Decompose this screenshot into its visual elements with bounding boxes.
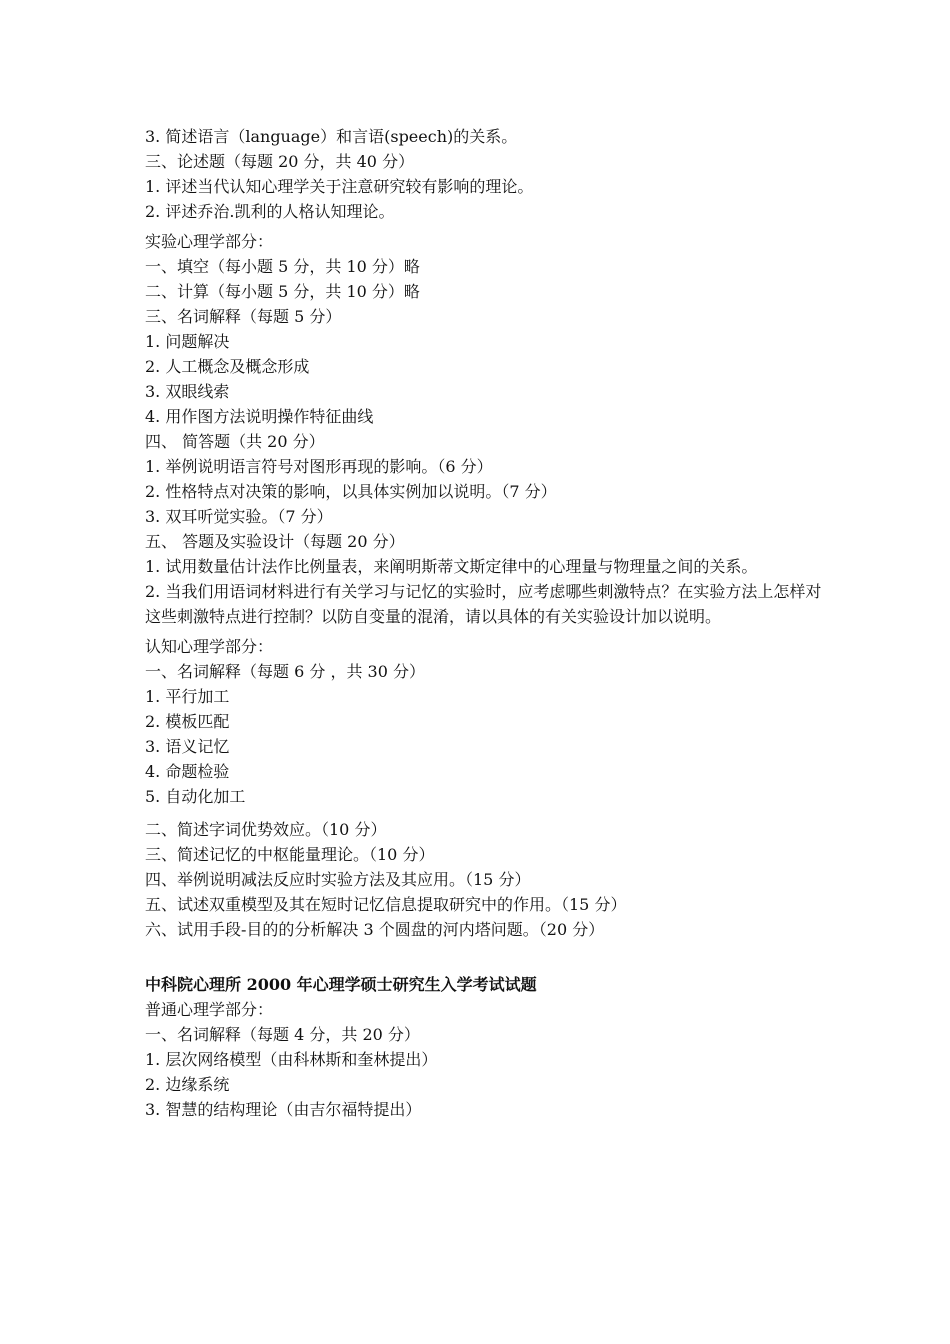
part-heading: 认知心理学部分： xyxy=(145,637,274,656)
text-line: 1. 问题解决 xyxy=(145,332,230,351)
text-line: 3. 语义记忆 xyxy=(145,737,230,756)
section-heading: 一、填空（每小题 5 分，共 10 分）略 xyxy=(145,257,420,276)
text-line: 3. 智慧的结构理论（由吉尔福特提出） xyxy=(145,1100,422,1119)
text-line: 2. 边缘系统 xyxy=(145,1075,230,1094)
section-heading: 四、 简答题（共 20 分） xyxy=(145,432,325,451)
text-line: 2. 人工概念及概念形成 xyxy=(145,357,310,376)
section-heading: 二、计算（每小题 5 分，共 10 分）略 xyxy=(145,282,420,301)
text-paragraph: 2. 当我们用语词材料进行有关学习与记忆的实验时，应考虑哪些刺激特点？在实验方法上怎样对这些刺激特点进行控制？以防自变量的混淆，请以具体的有关实验设计加以说明。 xyxy=(145,582,822,626)
section-heading: 二、简述字词优势效应。（10 分） xyxy=(145,820,387,839)
text-line: 2. 性格特点对决策的影响，以具体实例加以说明。（7 分） xyxy=(145,482,557,501)
text-line: 3. 双眼线索 xyxy=(145,382,230,401)
section-heading: 五、试述双重模型及其在短时记忆信息提取研究中的作用。（15 分） xyxy=(145,895,627,914)
section-heading: 一、名词解释（每题 6 分 ，共 30 分） xyxy=(145,662,425,681)
text-line: 1. 评述当代认知心理学关于注意研究较有影响的理论。 xyxy=(145,177,534,196)
text-line: 5. 自动化加工 xyxy=(145,787,246,806)
section-heading: 四、举例说明减法反应时实验方法及其应用。（15 分） xyxy=(145,870,531,889)
section-heading: 一、名词解释（每题 4 分，共 20 分） xyxy=(145,1025,420,1044)
text-paragraph: 1. 试用数量估计法作比例量表，来阐明斯蒂文斯定律中的心理量与物理量之间的关系。 xyxy=(145,557,758,576)
section-heading: 五、 答题及实验设计（每题 20 分） xyxy=(145,532,405,551)
text-line: 1. 平行加工 xyxy=(145,687,230,706)
section-heading: 三、论述题（每题 20 分，共 40 分） xyxy=(145,152,415,171)
text-line: 4. 命题检验 xyxy=(145,762,230,781)
section-heading: 六、试用手段-目的的分析解决 3 个圆盘的河内塔问题。（20 分） xyxy=(145,920,605,939)
document-body xyxy=(145,124,825,1122)
exam-title: 中科院心理所 2000 年心理学硕士研究生入学考试试题 xyxy=(145,975,537,994)
text-line: 2. 评述乔治.凯利的人格认知理论。 xyxy=(145,202,395,221)
part-heading: 普通心理学部分： xyxy=(145,1000,274,1019)
text-line: 2. 模板匹配 xyxy=(145,712,230,731)
text-line: 3. 双耳听觉实验。（7 分） xyxy=(145,507,333,526)
part-heading: 实验心理学部分： xyxy=(145,232,274,251)
section-heading: 三、名词解释（每题 5 分） xyxy=(145,307,342,326)
text-line: 1. 层次网络模型（由科林斯和奎林提出） xyxy=(145,1050,438,1069)
text-line: 1. 举例说明语言符号对图形再现的影响。（6 分） xyxy=(145,457,493,476)
text-line: 3. 简述语言（language）和言语(speech)的关系。 xyxy=(145,127,518,146)
section-heading: 三、简述记忆的中枢能量理论。（10 分） xyxy=(145,845,435,864)
text-line: 4. 用作图方法说明操作特征曲线 xyxy=(145,407,374,426)
